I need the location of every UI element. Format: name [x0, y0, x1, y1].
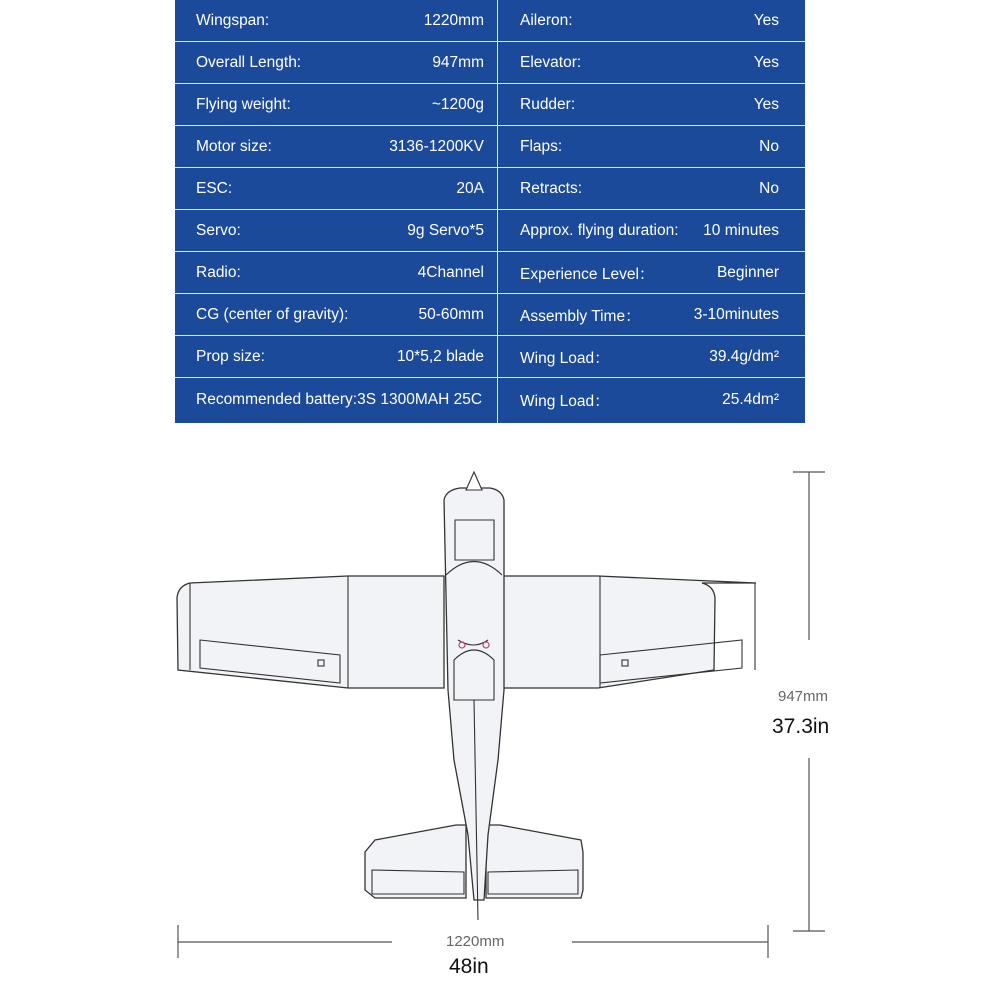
spec-value: 3136-1200KV	[389, 137, 484, 155]
spec-value: 10*5,2 blade	[396, 347, 484, 365]
spec-row-assembly-time	[498, 294, 805, 336]
spec-value: 39.4g/dm²	[709, 347, 779, 365]
spec-label: Wingspan:	[196, 11, 270, 29]
spec-row-radio	[175, 252, 497, 294]
spec-label: Aileron:	[520, 11, 573, 29]
spec-label: Radio:	[196, 263, 241, 281]
spec-row-overall-length	[175, 42, 497, 84]
spec-column-left	[175, 0, 497, 423]
spec-value: 947mm	[432, 53, 484, 71]
spec-value: Beginner	[716, 263, 779, 281]
spec-value: 10 minutes	[703, 221, 779, 239]
length-mm-label: 947mm	[778, 688, 829, 705]
span-in-label: 48in	[449, 955, 489, 978]
spec-row-flying-weight	[175, 84, 497, 126]
spec-row-motor-size	[175, 126, 497, 168]
spec-row-flying-duration	[498, 210, 805, 252]
spec-row-cg	[175, 294, 497, 336]
spec-label: Retracts:	[520, 179, 583, 197]
spec-column-right	[498, 0, 805, 423]
spec-row-retracts	[498, 168, 805, 210]
spec-row-rudder	[498, 84, 805, 126]
spec-row-recommended-battery	[175, 378, 497, 422]
main-wing	[177, 576, 444, 688]
spec-value: No	[759, 137, 779, 155]
spec-label: CG (center of gravity):	[196, 305, 349, 323]
spec-label: Flying weight:	[196, 95, 291, 113]
spec-value: 25.4dm²	[722, 391, 779, 408]
spec-row-wing-load	[498, 336, 805, 378]
spec-value: 3-10minutes	[693, 305, 779, 323]
spec-label: Overall Length:	[196, 53, 302, 71]
spec-value: Yes	[753, 11, 779, 29]
spec-label: Rudder:	[520, 95, 576, 113]
spec-row-prop-size	[175, 336, 497, 378]
spec-label: Flaps:	[520, 137, 563, 155]
spec-row-aileron	[498, 0, 805, 42]
spec-label: Experience Level：	[520, 265, 655, 283]
spec-label: Wing Load：	[520, 349, 610, 367]
spec-label: Assembly Time：	[520, 307, 641, 325]
spec-row-servo	[175, 210, 497, 252]
span-mm-label: 1220mm	[446, 933, 505, 950]
spec-value: Yes	[753, 95, 779, 113]
spec-value: 50-60mm	[418, 305, 484, 323]
spec-table	[175, 0, 805, 423]
spec-row-experience-level	[498, 252, 805, 294]
spec-label: Recommended battery:	[196, 391, 358, 408]
airplane-drawing	[0, 430, 1000, 1000]
spec-row-flaps	[498, 126, 805, 168]
spec-label: Wing Load：	[520, 393, 610, 410]
spec-value: ~1200g	[431, 95, 484, 113]
main-wing	[502, 576, 756, 688]
spec-value: No	[759, 179, 779, 197]
spec-label: Approx. flying duration:	[520, 221, 679, 239]
spec-row-elevator	[498, 42, 805, 84]
spec-value: 4Channel	[417, 263, 484, 281]
spec-label: Prop size:	[196, 347, 265, 365]
spec-row-esc	[175, 168, 497, 210]
spec-label: Elevator:	[520, 53, 582, 71]
spec-value: 20A	[456, 179, 484, 197]
spec-row-wing-area	[498, 378, 805, 422]
propeller-icon	[466, 472, 482, 490]
length-in-label: 37.3in	[772, 715, 830, 738]
spec-row-wingspan	[175, 0, 497, 42]
spec-label: ESC:	[196, 179, 233, 197]
spec-value: Yes	[753, 53, 779, 71]
spec-value: 3S 1300MAH 25C	[357, 391, 483, 408]
horizontal-stabilizer	[365, 825, 466, 898]
spec-value: 1220mm	[423, 11, 484, 29]
spec-label: Servo:	[196, 221, 241, 239]
spec-label: Motor size:	[196, 137, 272, 155]
spec-value: 9g Servo*5	[407, 221, 484, 239]
horizontal-stabilizer	[486, 825, 583, 898]
